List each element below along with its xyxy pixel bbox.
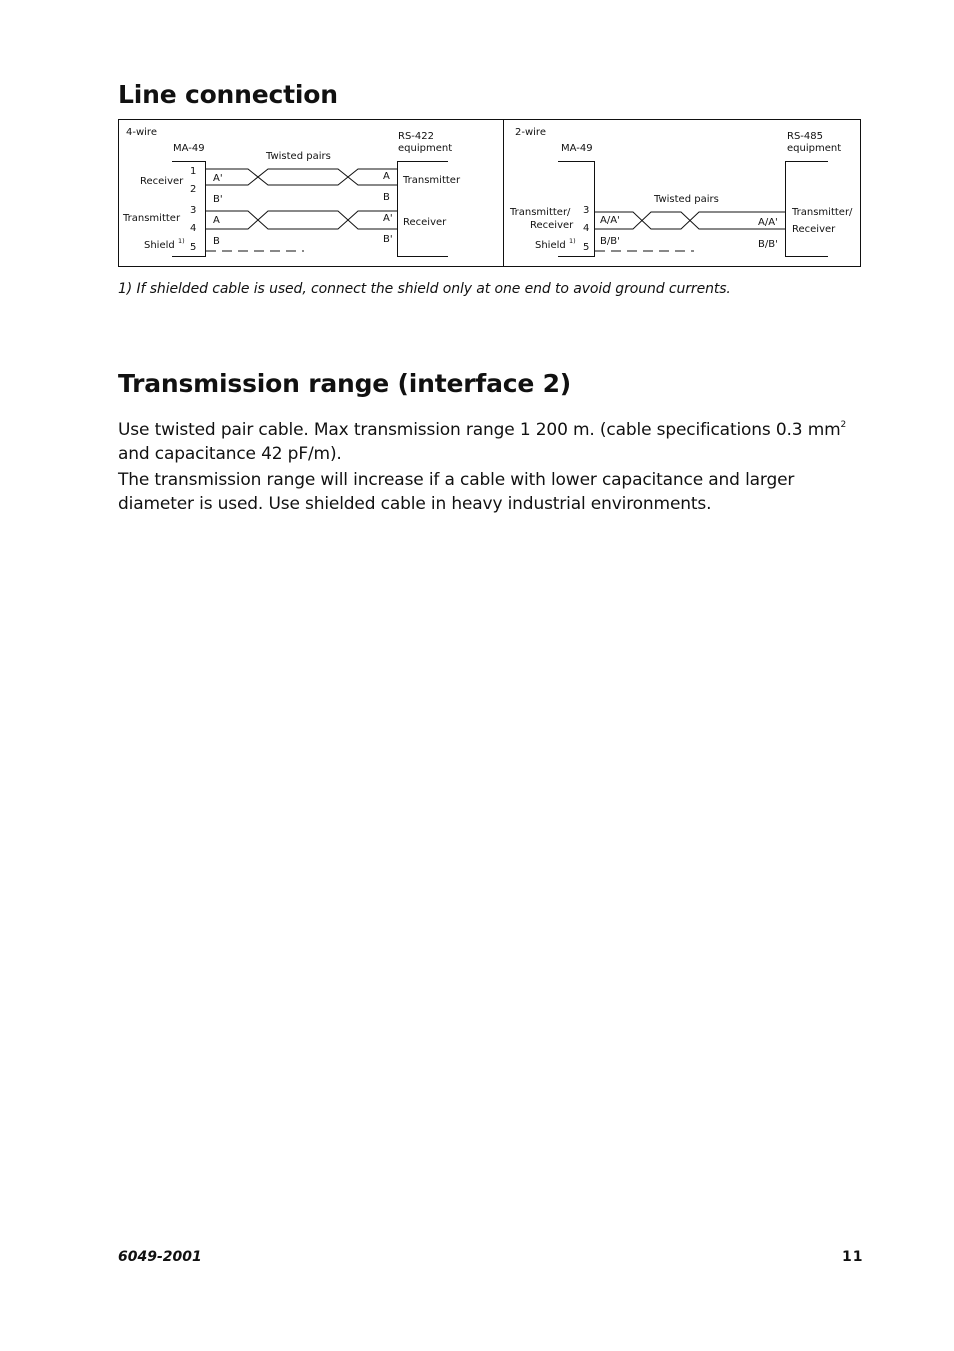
label-ma49-4wire: MA-49 bbox=[173, 143, 205, 154]
label-rs422-line1: RS-422 bbox=[398, 131, 434, 142]
signal-a-prime-right: A' bbox=[383, 213, 393, 224]
twisted-pair-2 bbox=[206, 211, 397, 229]
label-tr-right-line1: Transmitter/ bbox=[792, 207, 853, 218]
heading-line-connection: Line connection bbox=[118, 80, 338, 109]
signal-b-left: B bbox=[213, 236, 220, 247]
label-tr-right-line2: Receiver bbox=[792, 224, 836, 235]
signal-bb-right: B/B' bbox=[758, 239, 778, 250]
label-twisted-pairs-4wire: Twisted pairs bbox=[266, 151, 331, 162]
label-rs485-line2: equipment bbox=[787, 143, 842, 154]
document-code: 6049-2001 bbox=[118, 1249, 202, 1265]
label-transmitter-right: Transmitter bbox=[403, 175, 461, 186]
paragraph-range-info: The transmission range will increase if a cable with lower capacitance and larger diameter is used. Use shielded cable in heavy industrial environments. bbox=[118, 470, 795, 514]
label-shield-sup-4wire: 1) bbox=[178, 237, 185, 245]
label-rs485-line1: RS-485 bbox=[787, 131, 823, 142]
label-shield-4wire: Shield bbox=[144, 240, 175, 251]
twisted-pair-1 bbox=[206, 169, 397, 185]
signal-aa-left: A/A' bbox=[600, 215, 620, 226]
pin-5-2wire: 5 bbox=[583, 242, 590, 253]
label-transmitter-left: Transmitter bbox=[123, 213, 181, 224]
superscript-2: 2 bbox=[840, 420, 847, 430]
pin-3: 3 bbox=[190, 205, 197, 216]
panel-4-wire bbox=[122, 127, 461, 257]
label-2-wire: 2-wire bbox=[515, 127, 546, 138]
signal-a-right: A bbox=[383, 171, 390, 182]
label-receiver-left: Receiver bbox=[140, 176, 184, 187]
signal-bb-left: B/B' bbox=[600, 236, 620, 247]
pin-3-2wire: 3 bbox=[583, 205, 590, 216]
wiring-diagram bbox=[118, 119, 862, 269]
twisted-pair-2wire bbox=[595, 212, 785, 229]
label-receiver-right: Receiver bbox=[403, 217, 447, 228]
signal-a-prime-left: A' bbox=[213, 173, 223, 184]
signal-b-prime-right: B' bbox=[383, 234, 393, 245]
label-rs422-line2: equipment bbox=[398, 143, 453, 154]
signal-a-left: A bbox=[213, 215, 220, 226]
paragraph-cable-spec bbox=[118, 418, 848, 466]
label-shield-2wire: Shield bbox=[535, 240, 566, 251]
signal-b-prime-left: B' bbox=[213, 194, 223, 205]
signal-b-right: B bbox=[383, 192, 390, 203]
paragraph-cable-spec-tail: and capacitance 42 pF/m). bbox=[118, 444, 342, 464]
label-ma49-2wire: MA-49 bbox=[561, 143, 593, 154]
panel-2-wire bbox=[509, 127, 853, 257]
label-tr-left-line1: Transmitter/ bbox=[510, 207, 571, 218]
heading-transmission-range: Transmission range (interface 2) bbox=[118, 369, 572, 398]
pin-4: 4 bbox=[190, 223, 197, 234]
footnote: 1) If shielded cable is used, connect the shield only at one end to avoid ground currents. bbox=[118, 281, 731, 297]
label-shield-sup-2wire: 1) bbox=[569, 237, 576, 245]
label-4-wire: 4-wire bbox=[126, 127, 157, 138]
signal-aa-right: A/A' bbox=[758, 217, 778, 228]
diagram-frame bbox=[119, 120, 861, 267]
pin-1: 1 bbox=[190, 166, 197, 177]
paragraph-cable-spec-text: Use twisted pair cable. Max transmission range 1 200 m. (cable specifications 0.3 mm bbox=[118, 420, 841, 440]
page-number: 11 bbox=[842, 1249, 864, 1265]
pin-4-2wire: 4 bbox=[583, 223, 590, 234]
pin-5: 5 bbox=[190, 242, 197, 253]
label-tr-left-line2: Receiver bbox=[530, 220, 574, 231]
pin-2: 2 bbox=[190, 184, 197, 195]
label-twisted-pairs-2wire: Twisted pairs bbox=[654, 194, 719, 205]
